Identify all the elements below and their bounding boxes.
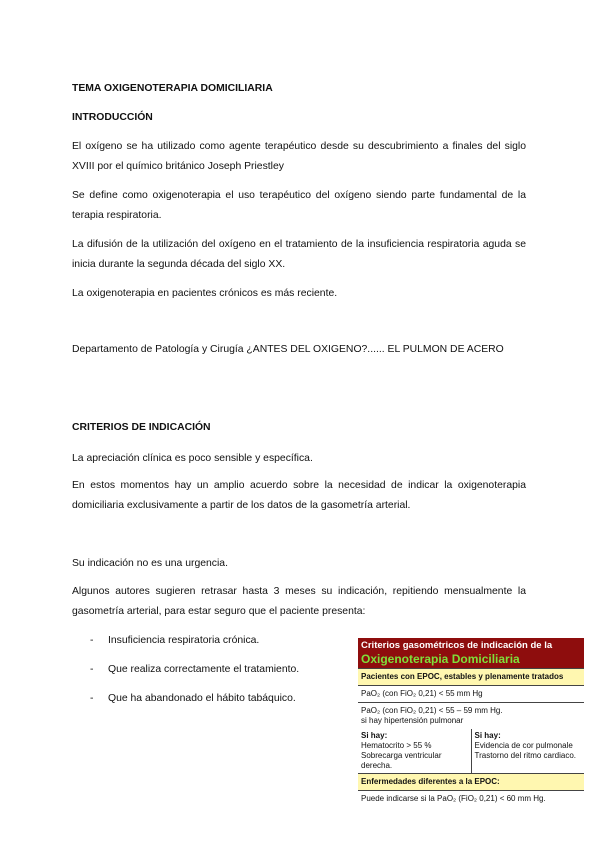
- intro-heading: INTRODUCCIÓN: [72, 112, 153, 123]
- criteria-row-2-line-1: PaO₂ (con FiO₂ 0,21) < 55 – 59 mm Hg.: [361, 706, 503, 715]
- condition-col-1-head: Si hay:: [361, 731, 388, 740]
- criteria-row-3: Puede indicarse si la PaO₂ (FiO₂ 0,21) < 60 mm Hg.: [361, 794, 546, 803]
- bullet-dash: -: [90, 693, 94, 704]
- condition-col-2-line-1: Evidencia de cor pulmonale: [474, 741, 573, 750]
- bullet-text: Insuficiencia respiratoria crónica.: [108, 635, 260, 646]
- condition-col-2-head: Si hay:: [474, 731, 501, 740]
- intro-paragraph-3: La difusión de la utilización del oxígeno en el tratamiento de la insuficiencia respiratoria aguda se inicia durante la segunda década del siglo XX.: [72, 239, 526, 270]
- criteria-row-2-line-2: si hay hipertensión pulmonar: [361, 716, 464, 725]
- criteria-table-header: [358, 638, 584, 668]
- intro-paragraph-5: Departamento de Patología y Cirugía ¿ANTES DEL OXIGENO?...... EL PULMON DE ACERO: [72, 344, 504, 355]
- criteria-table-title: Criterios gasométricos de indicación de la: [361, 640, 553, 651]
- condition-col-2-line-2: Trastorno del ritmo cardiaco.: [474, 751, 577, 760]
- criteria-heading: CRITERIOS DE INDICACIÓN: [72, 422, 211, 433]
- bullet-dash: -: [90, 664, 94, 675]
- criteria-condition-col-2: [472, 729, 585, 773]
- bullet-dash: -: [90, 635, 94, 646]
- bullet-item: [90, 663, 299, 677]
- document-title: TEMA OXIGENOTERAPIA DOMICILIARIA: [72, 83, 273, 94]
- criteria-paragraph-2: En estos momentos hay un amplio acuerdo sobre la necesidad de indicar la oxigenoterapia domiciliaria exclusivamente a partir de los datos de la gasometría arterial.: [72, 480, 526, 511]
- criteria-row-2: [358, 703, 584, 729]
- criteria-paragraph-4: Algunos autores sugieren retrasar hasta 3 meses su indicación, repitiendo mensualmente la gasometría arterial, para estar seguro que el paciente presenta:: [72, 586, 526, 617]
- intro-paragraph-2: Se define como oxigenoterapia el uso terapéutico del oxígeno siendo parte fundamental de la terapia respiratoria.: [72, 190, 526, 221]
- criteria-condition-col-1: [358, 729, 472, 773]
- bullet-text: Que realiza correctamente el tratamiento.: [108, 664, 300, 675]
- criteria-paragraph-3: Su indicación no es una urgencia.: [72, 558, 228, 569]
- intro-paragraph-4: La oxigenoterapia en pacientes crónicos es más reciente.: [72, 288, 338, 299]
- bullet-item: [90, 692, 296, 706]
- criteria-table-figure: [358, 638, 584, 807]
- condition-col-1-line-2: Sobrecarga ventricular derecha.: [361, 751, 442, 770]
- bullet-item: [90, 634, 259, 648]
- criteria-epoc-header: Pacientes con EPOC, estables y plenamente tratados: [358, 668, 584, 686]
- criteria-conditions: [358, 729, 584, 774]
- condition-col-1-line-1: Hematocrito > 55 %: [361, 741, 432, 750]
- criteria-table-subtitle: Oxigenoterapia Domiciliaria: [361, 652, 520, 666]
- criteria-row-1: PaO₂ (con FiO₂ 0,21) < 55 mm Hg: [358, 686, 584, 703]
- bullet-text: Que ha abandonado el hábito tabáquico.: [108, 693, 296, 704]
- criteria-paragraph-1: La apreciación clínica es poco sensible y específica.: [72, 453, 313, 464]
- intro-paragraph-1: El oxígeno se ha utilizado como agente terapéutico desde su descubrimiento a finales del siglo XVIII por el químico británico Joseph Priestley: [72, 141, 526, 172]
- criteria-other-header: Enfermedades diferentes a la EPOC:: [358, 774, 584, 791]
